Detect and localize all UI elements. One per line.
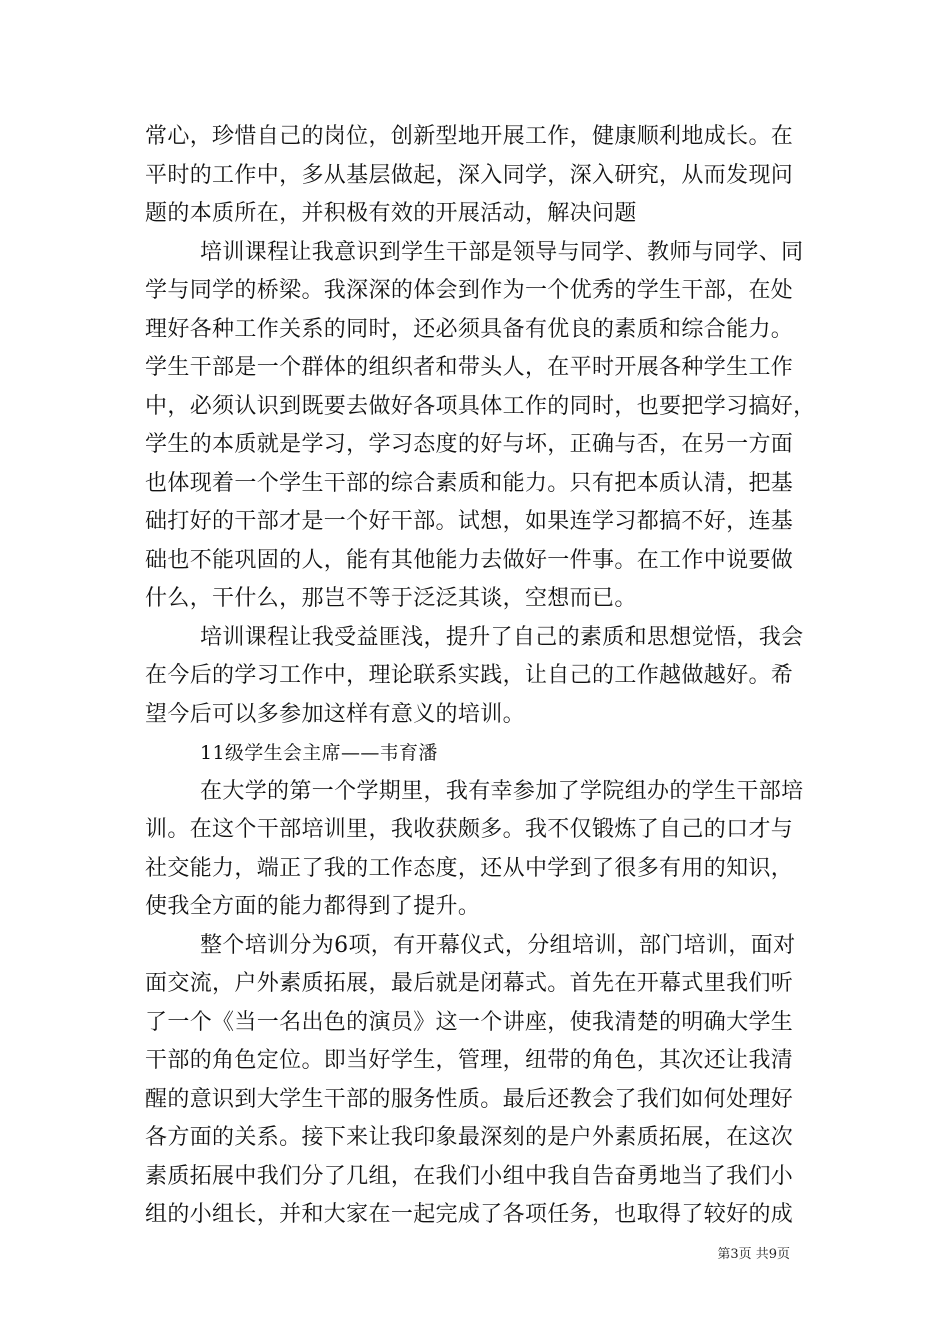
paragraph-first-line: 培训课程让我意识到学生干部是领导与同学、教师与同学、同 bbox=[200, 239, 804, 265]
text-line: 社交能力，端正了我的工作态度，还从中学到了很多有用的知识， bbox=[145, 855, 794, 881]
author-line: 11级学生会主席——韦育潘 bbox=[200, 742, 438, 764]
text-line: 醒的意识到大学生干部的服务性质。最后还教会了我们如何处理好 bbox=[145, 1086, 794, 1112]
text-line: 题的本质所在，并积极有效的开展活动，解决问题 bbox=[145, 201, 637, 226]
text-line: 学与同学的桥梁。我深深的体会到作为一个优秀的学生干部，在处 bbox=[145, 278, 794, 303]
text-line: 什么，干什么，那岂不等于泛泛其谈，空想而已。 bbox=[145, 586, 637, 611]
text-line: 使我全方面的能力都得到了提升。 bbox=[145, 894, 481, 919]
page-number: 第3页 共9页 bbox=[717, 1247, 790, 1262]
text-line: 学生的本质就是学习，学习态度的好与坏，正确与否，在另一方面 bbox=[145, 432, 794, 457]
paragraph-first-line: 整个培训分为6项，有开幕仪式，分组培训，部门培训，面对 bbox=[200, 932, 796, 958]
text-line: 干部的角色定位。即当好学生，管理，纽带的角色，其次还让我清 bbox=[145, 1048, 794, 1073]
text-line: 理好各种工作关系的同时，还必须具备有优良的素质和综合能力。 bbox=[145, 316, 794, 342]
text-line: 了一个《当一名出色的演员》这一个讲座，使我清楚的明确大学生 bbox=[145, 1009, 794, 1035]
text-line: 训。在这个干部培训里，我收获颇多。我不仅锻炼了自己的口才与 bbox=[145, 817, 794, 842]
text-line: 础也不能巩固的人，能有其他能力去做好一件事。在工作中说要做 bbox=[145, 547, 794, 573]
text-line: 组的小组长，并和大家在一起完成了各项任务，也取得了较好的成 bbox=[145, 1202, 794, 1227]
text-line: 各方面的关系。接下来让我印象最深刻的是户外素质拓展，在这次 bbox=[145, 1125, 794, 1150]
paragraph-first-line: 在大学的第一个学期里，我有幸参加了学院组办的学生干部培 bbox=[200, 778, 804, 804]
text-line: 础打好的干部才是一个好干部。试想，如果连学习都搞不好，连基 bbox=[145, 509, 794, 534]
document-body bbox=[145, 118, 825, 1235]
text-line: 素质拓展中我们分了几组，在我们小组中我自告奋勇地当了我们小 bbox=[145, 1163, 794, 1189]
text-line: 也体现着一个学生干部的综合素质和能力。只有把本质认清，把基 bbox=[145, 470, 794, 496]
text-line: 常心，珍惜自己的岗位，创新型地开展工作，健康顺利地成长。在 bbox=[145, 124, 794, 149]
text-line: 望今后可以多参加这样有意义的培训。 bbox=[145, 701, 525, 727]
text-line: 学生干部是一个群体的组织者和带头人，在平时开展各种学生工作 bbox=[145, 355, 794, 380]
paragraph-first-line: 培训课程让我受益匪浅，提升了自己的素质和思想觉悟，我会 bbox=[200, 624, 804, 650]
text-line: 中，必须认识到既要去做好各项具体工作的同时，也要把学习搞好， bbox=[145, 393, 816, 419]
text-line: 在今后的学习工作中，理论联系实践，让自己的工作越做越好。希 bbox=[145, 663, 794, 688]
text-line: 面交流，户外素质拓展，最后就是闭幕式。首先在开幕式里我们听 bbox=[145, 971, 794, 996]
text-line: 平时的工作中，多从基层做起，深入同学，深入研究，从而发现问 bbox=[145, 162, 794, 188]
